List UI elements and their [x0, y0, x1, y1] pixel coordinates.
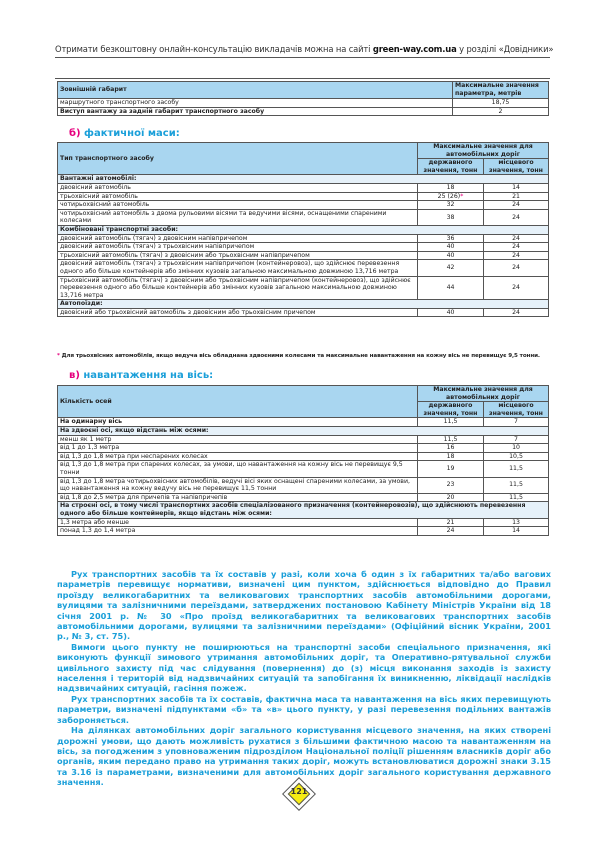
row-value: 2: [453, 107, 549, 116]
local-value: 21: [484, 192, 549, 201]
row-label: понад 1,3 до 1,4 метра: [58, 527, 418, 536]
state-value: 25 (26): [437, 192, 461, 200]
table-row: [58, 435, 549, 444]
footnote-mark: *: [460, 192, 464, 200]
section-b-heading: [69, 128, 180, 139]
table-row: [58, 444, 549, 453]
row-label: чотирьохвісний автомобіль: [58, 201, 418, 210]
state-value: 44: [418, 276, 484, 300]
group-title: На здвоєні осі, якщо відстань між осями:: [58, 426, 549, 435]
local-value: 7: [484, 418, 549, 427]
mass-table: [57, 142, 549, 317]
local-value: 11,5: [484, 461, 549, 477]
row-label: від 1,3 до 1,8 метра чотирьохвісних автомобілів, ведучі вісі яких оснащені спареними колесами, за умови, що навантаження на кожну ведучу вісь не перевищує 11,5 тонни: [58, 477, 418, 493]
row-label: На одинарну вісь: [58, 418, 418, 427]
section-c-letter: в): [69, 370, 80, 381]
row-label: менш як 1 метр: [58, 435, 418, 444]
row-label: трьохвісний автомобіль (тягач) з двовісним або трьохвісним напівпричепом (контейнеровоз), що здійснює перевезення одного або більше контейнерів або змінних кузовів загальною максимальною довжиною 13,716 метра: [58, 276, 418, 300]
section-c-title: навантаження на вісь:: [79, 370, 214, 381]
state-value: 32: [418, 201, 484, 210]
row-label: чотирьохвісний автомобіль з двома рульовими вісями та ведучими вісями, оснащеними спареними колесами: [58, 209, 418, 225]
row-label: двовісний автомобіль (тягач) з трьохвісним напівпричепом: [58, 243, 418, 252]
group-title: Автопоїзди:: [58, 300, 549, 309]
page-number: 121: [290, 787, 308, 796]
state-value: 23: [418, 477, 484, 493]
table-row: [58, 183, 549, 192]
state-value: 42: [418, 260, 484, 276]
state-value: 16: [418, 444, 484, 453]
local-value: 14: [484, 183, 549, 192]
table-row: [58, 418, 549, 427]
page-header: [55, 44, 554, 58]
mass-max-header: Максимальне значення для автомобільних доріг: [418, 143, 549, 159]
table-row: [58, 251, 549, 260]
group-title: Вантажні автомобілі:: [58, 175, 549, 184]
row-value: 18,75: [453, 99, 549, 108]
local-value: 14: [484, 527, 549, 536]
state-value: 40: [418, 251, 484, 260]
dimensions-col-header: Зовнішній габарит: [58, 82, 453, 99]
group-title: На строєні осі, в тому числі транспортних засобів спеціалізованого призначення (контейнеровозів), що здійснюють перевезення одного або більше контейнерів, якщо відстань між осями:: [58, 502, 549, 518]
table-row: [58, 452, 549, 461]
header-divider: [55, 78, 550, 79]
table-row: [58, 527, 549, 536]
local-value: 11,5: [484, 493, 549, 502]
axle-state-header: державного значення, тонн: [418, 402, 484, 418]
paragraph: Рух транспортних засобів та їх составів у разі, коли хоча б один з їх габаритних та/або вагових параметрів перевищує нормативи, визначені цим пунктом, здійснюється відповідно до Правил проїзду великогабаритних та великовагових транспортних засобів автомобільними дорогами, вулицями та залізничними переїздами, затверджених постановою Кабінету Міністрів України від 18 січня 2001 р. № 30 «Про проїзд великогабаритних та великовагових транспортних засобів автомобільними дорогами, вулицями та залізничними переїздами» (Офіційний вісник України, 2001 р., № 3, ст. 75).: [57, 569, 551, 642]
table-row: [58, 243, 549, 252]
section-b-title: фактичної маси:: [80, 128, 180, 139]
axle-table: [57, 385, 549, 536]
mass-footnote: [57, 353, 557, 359]
local-value: 24: [484, 260, 549, 276]
table-row: [58, 461, 549, 477]
table-row: [58, 477, 549, 493]
state-value: 11,5: [418, 418, 484, 427]
section-c-heading: [69, 370, 213, 381]
row-label: 1,3 метра або менше: [58, 518, 418, 527]
row-label: двовісний автомобіль (тягач) з двовісним напівпричепом: [58, 234, 418, 243]
paragraph: Рух транспортних засобів та їх составів, фактична маса та навантаження на вісь яких перевищують параметри, визначені підпунктами «б» та «в» цього пункту, у разі перевезення подільних вантажів забороняється.: [57, 693, 551, 725]
local-value: 11,5: [484, 477, 549, 493]
mass-type-header: Тип транспортного засобу: [58, 143, 418, 175]
table-row: [58, 276, 549, 300]
section-b-letter: б): [69, 128, 81, 139]
local-value: 24: [484, 276, 549, 300]
table-row: [58, 234, 549, 243]
table-row: [58, 209, 549, 225]
row-label: маршрутного транспортного засобу: [58, 99, 453, 108]
row-label: від 1,8 до 2,5 метра для причепів та напівпричепів: [58, 493, 418, 502]
footnote-star: *: [57, 353, 60, 359]
state-value: 11,5: [418, 435, 484, 444]
axle-max-header: Максимальне значення для автомобільних доріг: [418, 386, 549, 402]
paragraph: Вимоги цього пункту не поширюються на транспортні засоби спеціального призначення, які виконують функції зимового утримання автомобільних доріг, та Оперативно-рятувальної служби цивільного захисту під час слідування (повернення) до (з) місця виконання заходів із захисту населення і територій від надзвичайних ситуацій та запобігання їх виникненню, ліквідації наслідків надзвичайних ситуацій, гасіння пожеж.: [57, 641, 551, 694]
state-value: 18: [418, 452, 484, 461]
row-label: двовісний автомобіль (тягач) з трьохвісним напівпричепом (контейнеровоз), що здійснює перевезення одного або більше контейнерів або змінних кузовів загальною максимальною довжиною 13,716 метра: [58, 260, 418, 276]
state-value: 19: [418, 461, 484, 477]
row-label: Виступ вантажу за задній габарит транспортного засобу: [58, 107, 453, 116]
mass-local-header: місцевого значення, тонн: [484, 159, 549, 175]
row-label: від 1,3 до 1,8 метра при спарених колесах, за умови, що навантаження на кожну вісь не перевищує 9,5 тонни: [58, 461, 418, 477]
table-row: [58, 260, 549, 276]
table-row: [58, 308, 549, 317]
local-value: 10,5: [484, 452, 549, 461]
local-value: 24: [484, 243, 549, 252]
mass-state-header: державного значення, тонн: [418, 159, 484, 175]
local-value: 24: [484, 201, 549, 210]
dimensions-value-header: Максимальне значення параметра, метрів: [453, 82, 549, 99]
group-title: Комбіновані транспортні засоби:: [58, 225, 549, 234]
table-row: [58, 99, 549, 108]
table-row: [58, 192, 549, 201]
axle-local-header: місцевого значення, тонн: [484, 402, 549, 418]
state-value: 36: [418, 234, 484, 243]
state-value: 21: [418, 518, 484, 527]
axle-count-header: Кількість осей: [58, 386, 418, 418]
state-value: 40: [418, 243, 484, 252]
paragraph: На ділянках автомобільних доріг загального користування місцевого значення, на яких створені дорожні умови, що дають можливість рухатися з більшими фактичною масою та навантаженням на вісь, за погодженим з уповноваженим підрозділом Національної поліції рішенням власників доріг або органів, яким передано право на утримання таких доріг, можуть встановлюватися дорожні знаки 3.15 та 3.16 із параметрами, визначеними для автомобільних доріг загального користування державного значення.: [57, 725, 551, 788]
state-value-cell: [418, 192, 484, 201]
footnote-text: Для трьохвісних автомобілів, якщо ведуча вісь обладнана здвоєними колесами та максимальне навантаження на кожну вісь не перевищує 9,5 тонни.: [59, 353, 540, 359]
table-row: [58, 493, 549, 502]
table-row: [58, 518, 549, 527]
row-label: трьохвісний автомобіль (тягач) з двовісним або трьохвісним напівпричепом: [58, 251, 418, 260]
row-label: від 1 до 1,3 метра: [58, 444, 418, 453]
local-value: 24: [484, 234, 549, 243]
header-text-before: Отримати безкоштовну онлайн-консультацію викладачів можна на сайті: [55, 44, 373, 54]
state-value: 40: [418, 308, 484, 317]
state-value: 38: [418, 209, 484, 225]
state-value: 18: [418, 183, 484, 192]
header-site-link[interactable]: green-way.com.ua: [372, 44, 457, 54]
row-label: двовісний або трьохвісний автомобіль з двовісним або трьохвісним причепом: [58, 308, 418, 317]
row-label: трьохвісний автомобіль: [58, 192, 418, 201]
local-value: 10: [484, 444, 549, 453]
state-value: 20: [418, 493, 484, 502]
local-value: 7: [484, 435, 549, 444]
table-row: [58, 201, 549, 210]
local-value: 24: [484, 209, 549, 225]
local-value: 13: [484, 518, 549, 527]
header-text-after: у розділі «Довідники»: [456, 44, 554, 54]
state-value: 24: [418, 527, 484, 536]
body-text: [57, 569, 551, 788]
local-value: 24: [484, 308, 549, 317]
row-label: від 1,3 до 1,8 метра при неспарених колесах: [58, 452, 418, 461]
row-label: двовісний автомобіль: [58, 183, 418, 192]
dimensions-table: [57, 81, 549, 116]
table-row: [58, 107, 549, 116]
local-value: 24: [484, 251, 549, 260]
